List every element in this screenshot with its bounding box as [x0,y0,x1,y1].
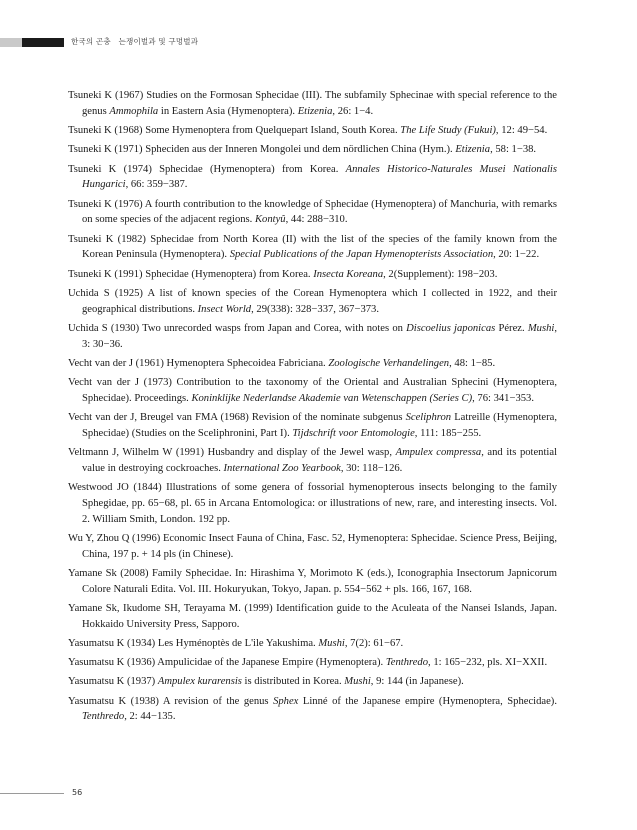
reference-text: , 44: 288−310. [285,214,348,226]
reference-text: Linné of the Japanese empire (Hymenoptera, Sphecidae). [298,695,557,707]
running-header [71,36,198,47]
reference-text: , 30: 118−126. [340,462,403,474]
reference-italic-text: Mushi [527,322,555,334]
reference-text: , and its potential value in destroying cockroaches. [82,447,558,474]
reference-entry [68,123,557,139]
reference-entry [68,356,557,372]
reference-italic-text: Zoologische Verhandelingen [328,357,450,369]
reference-text: Tsuneki K (1982) Sphecidae from North Korea (II) with the list of the species of the family known from the Korean Peninsula (Hymenoptera). [68,233,557,261]
reference-text: , 48: 1−85. [449,357,496,369]
reference-italic-text: Koninklijke Nederlandse Akademie van Wetenschappen (Series C) [191,392,473,404]
reference-text: Yamane Sk, Ikudome SH, Terayama M. (1999) Identification guide to the Aculeata of the Nansei Islands, Japan. Hokkaido University Press, Sapporo. [68,602,557,630]
reference-text: , 66: 359−387. [125,179,188,191]
reference-italic-text: Mushi [344,676,371,688]
reference-entry [68,531,557,562]
reference-text: Pérez. [495,322,528,334]
reference-text: , 2(Supplement): 198−203. [383,268,498,280]
reference-italic-text: Discoelius japonicas [406,322,496,334]
reference-entry [68,445,557,476]
reference-text: Uchida S (1925) A list of known species of the Corean Hymenoptera which I collected in 1922, and their geographical distributions. [68,287,557,315]
reference-text: Yamane Sk (2008) Family Sphecidae. In: Hirashima Y, Morimoto K (eds.), Iconographia Insectorum Japnicorum Colore Naturali Edita. Vol. III. Hokuryukan, Tokyo, Japan. p. 554−562 + pls. 166, 167, 168. [68,567,557,595]
reference-text: , 3: 30−36. [82,322,557,350]
reference-text: , 2: 44−135. [124,711,176,723]
reference-text: , 111: 185−255. [414,427,482,439]
reference-entry [68,321,557,352]
reference-text: Tsuneki K (1967) Studies on the Formosan Sphecidae (III). The subfamily Sphecinae with special reference to the genus [68,90,557,117]
reference-list [68,88,557,729]
reference-text: Tsuneki K (1971) Spheciden aus der Inneren Mongolei und dem nördlichen China (Hym.). [68,144,456,156]
reference-text: , 1: 165−232, pls. XI−XXII. [428,657,548,669]
reference-italic-text: Ammophila [109,105,159,117]
reference-italic-text: Ampulex kurarensis [157,676,242,688]
reference-text: Vecht van der J (1961) Hymenoptera Sphecoidea Fabriciana. [68,357,329,369]
reference-text: , 9: 144 (in Japanese). [370,676,464,688]
reference-italic-text: Insect World [197,303,252,315]
reference-text: Latreille (Hymenoptera, Sphecidae) (Studies on the Sceliphronini, Part I). [82,412,557,439]
reference-entry [68,197,557,228]
reference-text: is distributed in Korea. [241,676,345,688]
reference-italic-text: Special Publications of the Japan Hymenopterists Association [229,249,494,261]
reference-italic-text: Ampulex compressa [395,447,482,459]
reference-italic-text: Annales Historico-Naturales Musei Nationalis Hungarici [82,163,557,191]
reference-entry [68,375,557,406]
reference-entry [68,142,557,158]
reference-text: , 76: 341−353. [472,392,534,404]
reference-entry [68,601,557,632]
reference-entry [68,162,557,193]
reference-text: Yasumatsu K (1936) Ampulicidae of the Japanese Empire (Hymenoptera). [68,657,386,669]
reference-entry [68,267,557,283]
reference-text: Vecht van der J (1973) Contribution to the taxonomy of the Oriental and Australian Sphecini (Hymenoptera, Sphecidae). Proceedings. [68,377,557,404]
reference-entry [68,694,557,725]
reference-text: , 7(2): 61−67. [344,637,404,649]
header-accent-bar-light [0,38,22,47]
reference-text: Yasumatsu K (1934) Les Hyménoptès de L'ile Yakushima. [68,637,319,649]
reference-entry [68,232,557,263]
reference-entry [68,655,557,671]
reference-text: Tsuneki K (1974) Sphecidae (Hymenoptera) from Korea. [68,163,346,175]
page-number: 56 [72,788,83,797]
reference-text: , 20: 1−22. [493,249,540,261]
reference-text: in Eastern Asia (Hymenoptera). [158,105,298,117]
reference-text: Tsuneki K (1991) Sphecidae (Hymenoptera) from Korea. [68,268,314,280]
reference-entry [68,480,557,527]
reference-italic-text: The Life Study (Fukui) [400,125,496,136]
reference-italic-text: Tenthredo [385,657,429,669]
reference-text: Yasumatsu K (1938) A revision of the genus [68,695,274,707]
reference-entry [68,566,557,597]
footer-rule [0,793,64,794]
reference-entry [68,636,557,652]
reference-italic-text: International Zoo Yearbook [223,462,341,474]
reference-text: , 26: 1−4. [332,105,374,117]
reference-text: Westwood JO (1844) Illustrations of some genera of fossorial hymenopterous insects belonging to the family Sphegidae, pp. 65−68, pl. 65 in Arcana Entomologica: or illustrations of new, rare, and interesting insects. Vol. 2. William Smith, London. 192 pp. [68,482,557,525]
reference-text: Yasumatsu K (1937) [68,676,158,688]
reference-italic-text: Mushi [318,637,345,649]
reference-text: , 12: 49−54. [495,125,548,136]
reference-italic-text: Tijdschrift voor Entomologie [292,427,415,439]
reference-italic-text: Sphex [273,695,299,707]
reference-entry [68,674,557,690]
reference-text: Tsuneki K (1976) A fourth contribution to the knowledge of Sphecidae (Hymenoptera) of Manchuria, with remarks on some species of the adjacent regions. [68,198,557,226]
reference-text: Vecht van der J, Breugel van FMA (1968) Revision of the nominate subgenus [68,412,406,424]
header-accent-bar-dark [22,38,64,47]
reference-entry [68,88,557,119]
reference-text: Uchida S (1930) Two unrecorded wasps from Japan and Corea, with notes on [68,322,407,334]
reference-text: Tsuneki K (1968) Some Hymenoptera from Quelquepart Island, South Korea. [68,125,401,136]
reference-text: Veltmann J, Wilhelm W (1991) Husbandry and display of the Jewel wasp, [68,447,396,459]
reference-italic-text: Sceliphron [405,412,452,424]
book-title: 한국의 곤충 [71,37,111,46]
reference-italic-text: Etizenia [455,144,491,156]
reference-italic-text: Tenthredo [82,711,125,723]
reference-text: Wu Y, Zhou Q (1996) Economic Insect Fauna of China, Fasc. 52, Hymenoptera: Sphecidae. Science Press, Beijing, China, 197 p. + 14 pls (in Chinese). [68,532,557,560]
reference-italic-text: Etizenia [297,105,333,117]
reference-text: , 29(338): 328−337, 367−373. [251,303,379,315]
reference-text: , 58: 1−38. [490,144,537,156]
chapter-title: 는쟁이벌과 및 구멍벌과 [118,37,199,46]
reference-italic-text: Insecta Koreana [313,268,384,280]
reference-italic-text: Kontyû [254,214,286,226]
reference-entry [68,410,557,441]
reference-entry [68,286,557,317]
